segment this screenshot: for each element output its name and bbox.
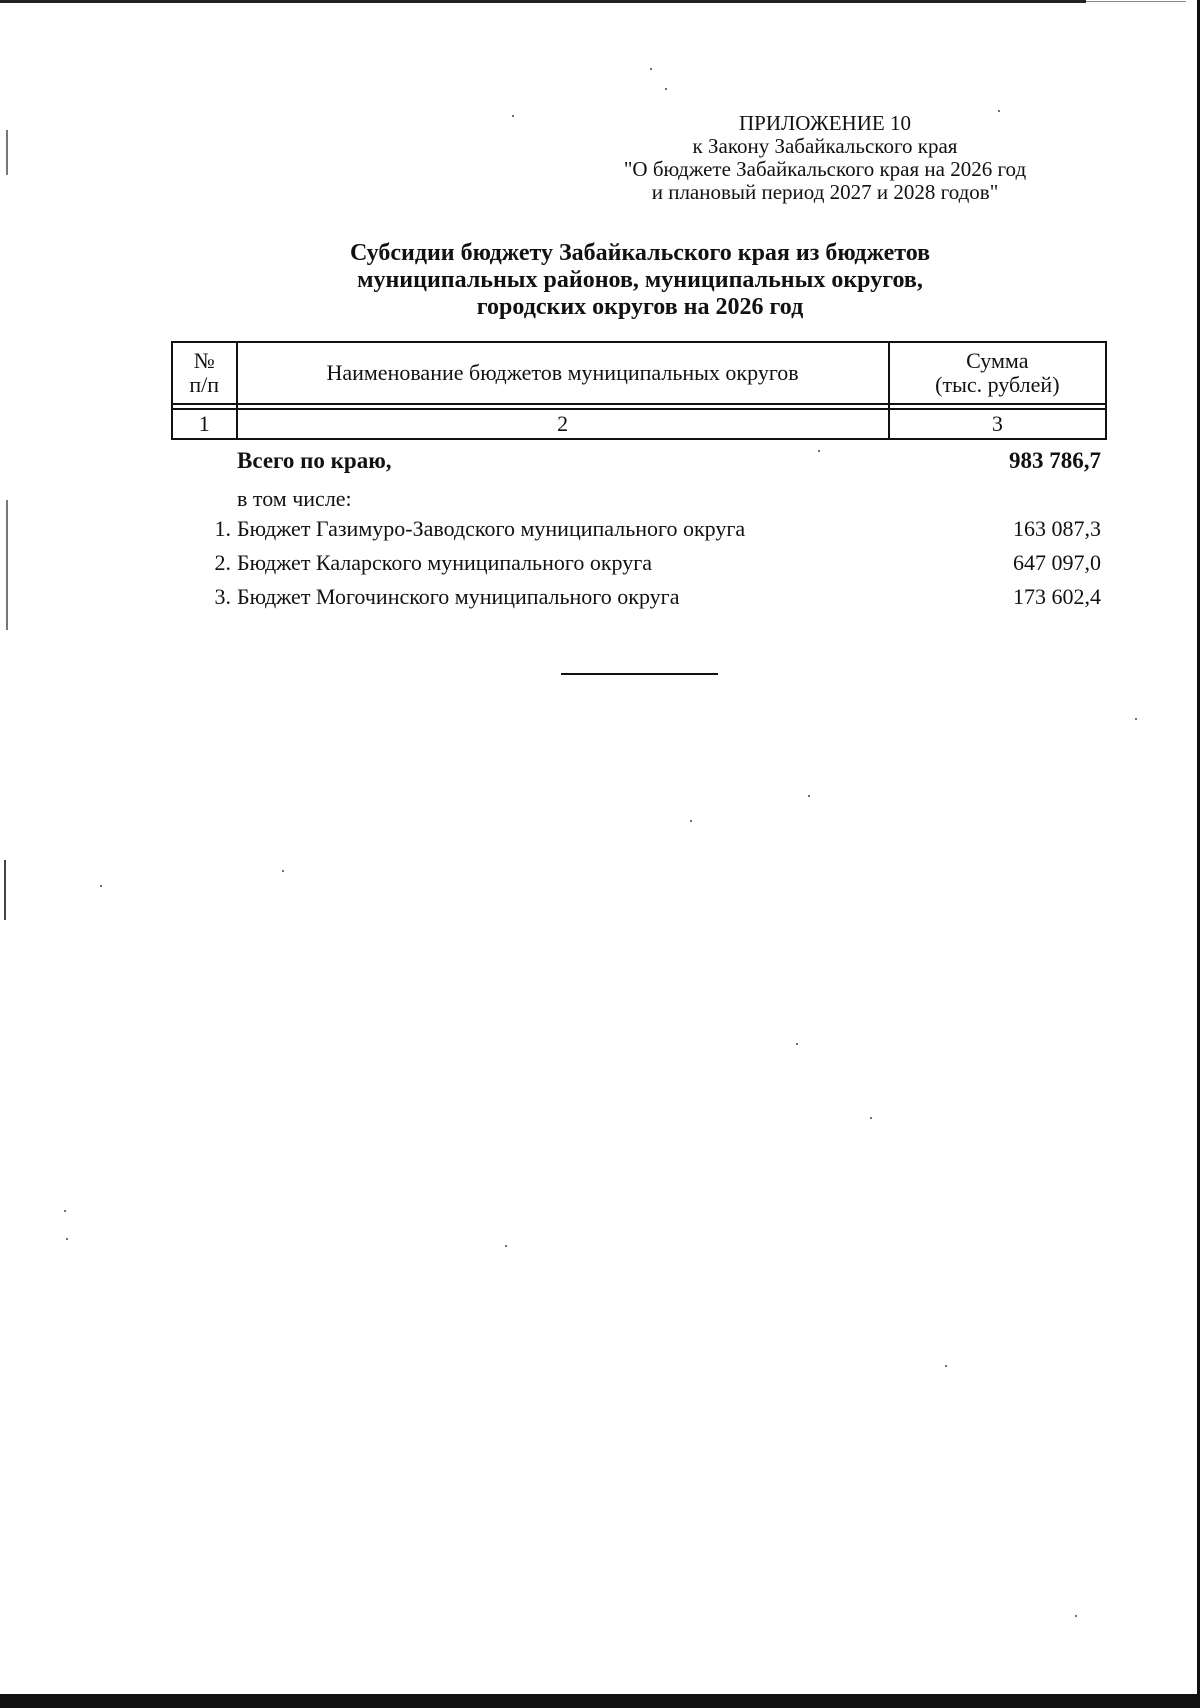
row-value: 173 602,4 (1013, 584, 1101, 609)
total-label: Всего по краю, (237, 448, 392, 473)
header-sum-unit: (тыс. рублей) (935, 372, 1060, 397)
table-row (171, 582, 1107, 616)
total-row (171, 446, 1107, 484)
title-line-3: городских округов на 2026 год (476, 294, 804, 320)
header-number-pp: п/п (189, 372, 220, 397)
scan-border-top-thin (1086, 1, 1186, 2)
scan-speck (64, 1210, 66, 1212)
title-line-1: Субсидии бюджету Забайкальского края из бюджетов (349, 240, 931, 266)
scan-speck (1135, 718, 1137, 720)
subsidies-table-body (171, 446, 1107, 616)
scan-speck (100, 885, 102, 887)
document-title (250, 240, 1030, 321)
scan-speck (650, 68, 652, 70)
scan-speck (282, 870, 284, 872)
title-line-2: муниципальных районов, муниципальных округов, (357, 267, 923, 293)
including-label: в том числе: (237, 486, 352, 511)
row-name: Бюджет Каларского муниципального округа (237, 550, 653, 575)
scan-mark-left (6, 130, 8, 175)
row-name: Бюджет Газимуро-Заводского муниципального округа (237, 516, 746, 541)
scan-speck (665, 88, 667, 90)
row-number: 2. (214, 550, 231, 575)
scan-speck (945, 1365, 947, 1367)
row-value: 163 087,3 (1013, 516, 1101, 541)
appendix-law-title-1: "О бюджете Забайкальского края на 2026 год (623, 157, 1027, 181)
scan-speck (512, 115, 514, 117)
header-name: Наименование бюджетов муниципальных округов (237, 342, 889, 404)
table-header-row (172, 342, 1106, 404)
scan-speck (808, 795, 810, 797)
including-row (171, 484, 1107, 514)
column-index: 1 (172, 409, 237, 439)
column-index-row (172, 409, 1106, 439)
scan-speck (870, 1117, 872, 1119)
appendix-law-ref: к Закону Забайкальского края (692, 134, 958, 158)
scan-speck (796, 1043, 798, 1045)
appendix-number: ПРИЛОЖЕНИЕ 10 (739, 111, 911, 135)
scan-mark-left (6, 500, 8, 630)
scan-speck (1075, 1615, 1077, 1617)
scan-border-bottom (0, 1694, 1200, 1708)
row-number: 3. (214, 584, 231, 609)
row-name: Бюджет Могочинского муниципального округа (237, 584, 680, 609)
header-sum-label: Сумма (966, 348, 1029, 373)
row-number: 1. (214, 516, 231, 541)
scan-border-top (0, 0, 1086, 3)
appendix-header (560, 112, 1090, 204)
scan-mark-left (4, 860, 6, 920)
table-row (171, 548, 1107, 582)
header-number-sign: № (193, 348, 215, 373)
scan-speck (66, 1238, 68, 1240)
table-row (171, 514, 1107, 548)
total-value: 983 786,7 (1009, 448, 1101, 473)
subsidies-table-header (171, 341, 1107, 440)
column-index: 3 (889, 409, 1106, 439)
scan-speck (690, 820, 692, 822)
row-value: 647 097,0 (1013, 550, 1101, 575)
column-index: 2 (237, 409, 889, 439)
end-of-document-rule (561, 673, 718, 675)
header-number (172, 342, 237, 404)
scan-speck (505, 1245, 507, 1247)
appendix-law-title-2: и плановый период 2027 и 2028 годов" (651, 180, 999, 204)
header-sum (889, 342, 1106, 404)
